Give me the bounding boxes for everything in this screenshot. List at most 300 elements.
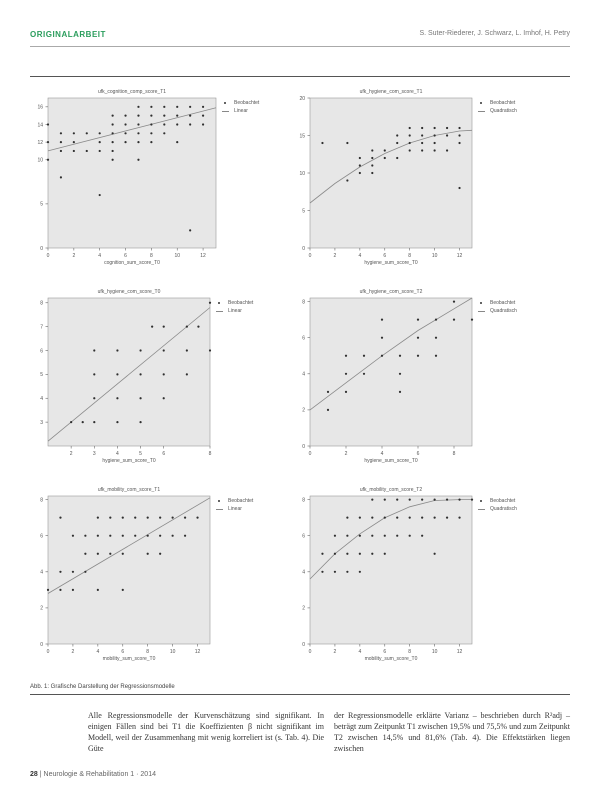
data-point: [97, 589, 99, 591]
data-point: [112, 159, 114, 161]
data-point: [399, 373, 401, 375]
data-point: [396, 535, 398, 537]
y-tick-label: 8: [302, 299, 305, 306]
data-point: [434, 553, 436, 555]
data-point: [409, 134, 411, 136]
body-paragraph-right: der Regressionsmodelle erklärte Varianz – beschrieben durch R²adj – beträgt zum Zeitpunkt T1 zwischen 19,5% und 75,5% und zum Zeitpunkt T2 zwischen 14,5% und 81,6% (Tab. 4). Die Effektstärken liegen zwischen: [334, 711, 570, 753]
data-point: [384, 553, 386, 555]
data-point: [163, 123, 165, 125]
data-point: [371, 499, 373, 501]
panel-title: ufk_mobility_com_score_T1: [97, 487, 161, 493]
panel-title: ufk_cognition_comp_score_T1: [97, 89, 167, 95]
data-point: [417, 355, 419, 357]
x-tick-label: 10: [431, 649, 438, 655]
y-tick-label: 0: [302, 443, 305, 450]
legend-label: Quadratisch: [490, 108, 517, 114]
data-point: [384, 535, 386, 537]
data-point: [359, 164, 361, 166]
data-point: [209, 349, 211, 351]
y-tick-label: 8: [40, 497, 43, 504]
data-point: [137, 159, 139, 161]
data-point: [434, 142, 436, 144]
data-point: [421, 517, 423, 519]
data-point: [453, 319, 455, 321]
x-tick-label: 10: [169, 649, 176, 655]
y-tick-label: 10: [37, 157, 43, 164]
journal-name: | Neurologie & Rehabilitation 1 · 2014: [39, 771, 156, 778]
legend-marker-icon: [480, 302, 482, 304]
x-tick-label: 0: [308, 649, 312, 655]
data-point: [137, 106, 139, 108]
data-point: [163, 397, 165, 399]
x-tick-label: 8: [408, 649, 412, 655]
data-point: [124, 115, 126, 117]
x-tick-label: 8: [452, 451, 456, 457]
data-point: [446, 517, 448, 519]
data-point: [86, 132, 88, 134]
legend-item: [478, 107, 517, 115]
legend: [216, 497, 253, 513]
data-point: [82, 421, 84, 423]
data-point: [446, 149, 448, 151]
x-tick-label: 0: [308, 451, 312, 457]
data-point: [159, 553, 161, 555]
data-point: [139, 349, 141, 351]
legend-item: [478, 497, 517, 505]
data-point: [124, 123, 126, 125]
data-point: [346, 571, 348, 573]
data-point: [150, 106, 152, 108]
data-point: [184, 535, 186, 537]
data-point: [112, 150, 114, 152]
data-point: [47, 589, 49, 591]
data-point: [321, 571, 323, 573]
x-tick-label: 12: [456, 253, 463, 259]
data-point: [371, 164, 373, 166]
y-tick-label: 0: [40, 245, 43, 252]
data-point: [458, 127, 460, 129]
x-tick-label: 8: [208, 451, 212, 457]
data-point: [384, 157, 386, 159]
y-tick-label: 12: [37, 139, 43, 146]
legend-item: [216, 505, 253, 513]
legend-label: Beobachtet: [228, 498, 254, 504]
legend-line-icon: [222, 111, 229, 112]
data-point: [371, 172, 373, 174]
data-point: [137, 115, 139, 117]
legend-marker-icon: [480, 500, 482, 502]
data-point: [458, 142, 460, 144]
x-tick-label: 8: [146, 649, 150, 655]
legend-item: [222, 107, 259, 115]
x-tick-label: 4: [98, 253, 102, 259]
data-point: [150, 141, 152, 143]
data-point: [59, 517, 61, 519]
data-point: [93, 373, 95, 375]
legend-line-icon: [478, 509, 485, 510]
data-point: [60, 141, 62, 143]
data-point: [163, 106, 165, 108]
y-tick-label: 6: [40, 533, 43, 540]
x-tick-label: 8: [408, 253, 412, 259]
y-tick-label: 4: [40, 396, 43, 403]
data-point: [137, 132, 139, 134]
x-axis-label: hygiene_sum_score_T0: [102, 458, 156, 464]
data-point: [384, 499, 386, 501]
legend-line-icon: [478, 311, 485, 312]
data-point: [399, 391, 401, 393]
page-number: 28: [30, 771, 38, 778]
plot-area: [48, 98, 216, 248]
figure-caption: Abb. 1: Grafische Darstellung der Regressionsmodelle: [30, 684, 175, 690]
data-point: [321, 553, 323, 555]
data-point: [159, 535, 161, 537]
data-point: [409, 142, 411, 144]
legend-label: Beobachtet: [490, 100, 516, 106]
data-point: [124, 141, 126, 143]
legend-item: [478, 505, 517, 513]
x-tick-label: 2: [333, 649, 337, 655]
data-point: [334, 553, 336, 555]
data-point: [381, 355, 383, 357]
y-tick-label: 5: [40, 372, 43, 379]
x-tick-label: 4: [96, 649, 100, 655]
data-point: [202, 123, 204, 125]
legend-line-icon: [478, 111, 485, 112]
author-list: S. Suter-Riederer, J. Schwarz, L. Imhof, H. Petry: [419, 30, 570, 37]
data-point: [359, 535, 361, 537]
data-point: [399, 355, 401, 357]
data-point: [189, 123, 191, 125]
data-point: [134, 535, 136, 537]
data-point: [72, 571, 74, 573]
data-point: [209, 302, 211, 304]
y-tick-label: 4: [302, 569, 305, 576]
body-paragraph-left: Alle Regressionsmodelle der Kurvenschätzung sind signifikant. In einigen Fällen sind bei T1 die Koeffizienten β nicht signifikant im Modell, weil der Zusammenhang mit wenig korreliert ist (s. Tab. 4). Die Güte: [88, 711, 324, 753]
x-axis-label: mobility_sum_score_T0: [364, 656, 418, 662]
data-point: [72, 589, 74, 591]
data-point: [434, 127, 436, 129]
data-point: [471, 319, 473, 321]
data-point: [186, 373, 188, 375]
x-tick-label: 0: [46, 253, 50, 259]
data-point: [139, 397, 141, 399]
data-point: [196, 517, 198, 519]
data-point: [346, 179, 348, 181]
data-point: [346, 142, 348, 144]
data-point: [363, 355, 365, 357]
x-tick-label: 2: [71, 649, 75, 655]
data-point: [93, 397, 95, 399]
data-point: [371, 517, 373, 519]
data-point: [446, 127, 448, 129]
data-point: [176, 123, 178, 125]
data-point: [84, 535, 86, 537]
y-tick-label: 0: [302, 641, 305, 648]
data-point: [99, 132, 101, 134]
data-point: [150, 132, 152, 134]
data-point: [396, 157, 398, 159]
x-tick-label: 2: [69, 451, 73, 457]
data-point: [471, 499, 473, 501]
data-point: [446, 134, 448, 136]
data-point: [363, 373, 365, 375]
data-point: [371, 535, 373, 537]
header-rule: [30, 46, 570, 47]
data-point: [60, 150, 62, 152]
y-tick-label: 2: [302, 407, 305, 414]
fit-line: [310, 130, 472, 203]
panel-title: ufk_mobility_com_score_T2: [359, 487, 423, 493]
data-point: [434, 517, 436, 519]
data-point: [359, 571, 361, 573]
legend-item: [216, 497, 253, 505]
data-point: [346, 553, 348, 555]
x-tick-label: 12: [456, 649, 463, 655]
data-point: [70, 421, 72, 423]
plot-area: [310, 298, 472, 446]
data-point: [334, 535, 336, 537]
data-point: [60, 132, 62, 134]
data-point: [189, 229, 191, 231]
data-point: [345, 373, 347, 375]
x-axis-label: hygiene_sum_score_T0: [364, 458, 418, 464]
data-point: [73, 150, 75, 152]
legend-item: [478, 99, 517, 107]
data-point: [124, 132, 126, 134]
data-point: [109, 535, 111, 537]
legend-label: Quadratisch: [490, 506, 517, 512]
panel-title: ufk_hygiene_com_score_T1: [359, 89, 423, 95]
y-tick-label: 4: [302, 371, 305, 378]
x-tick-label: 2: [333, 253, 337, 259]
y-tick-label: 8: [302, 497, 305, 504]
y-tick-label: 20: [299, 95, 305, 102]
x-axis-label: cognition_sum_score_T0: [104, 260, 160, 266]
data-point: [163, 132, 165, 134]
legend: [478, 497, 517, 513]
data-point: [435, 355, 437, 357]
data-point: [186, 326, 188, 328]
data-point: [409, 517, 411, 519]
data-point: [453, 301, 455, 303]
x-tick-label: 0: [46, 649, 50, 655]
x-tick-label: 10: [174, 253, 181, 259]
y-tick-label: 4: [40, 569, 43, 576]
data-point: [116, 349, 118, 351]
y-tick-label: 6: [302, 533, 305, 540]
data-point: [421, 127, 423, 129]
data-point: [417, 337, 419, 339]
y-tick-label: 2: [40, 605, 43, 612]
y-tick-label: 3: [40, 419, 43, 426]
data-point: [99, 141, 101, 143]
data-point: [150, 123, 152, 125]
data-point: [435, 319, 437, 321]
data-point: [109, 553, 111, 555]
legend-item: [478, 299, 517, 307]
legend-item: [478, 307, 517, 315]
legend: [216, 299, 253, 315]
legend-label: Beobachtet: [228, 300, 254, 306]
legend-label: Linear: [228, 506, 242, 512]
data-point: [434, 499, 436, 501]
y-tick-label: 6: [40, 348, 43, 355]
data-point: [197, 326, 199, 328]
data-point: [345, 391, 347, 393]
fit-line: [310, 500, 472, 579]
data-point: [150, 115, 152, 117]
data-point: [409, 149, 411, 151]
fit-line: [310, 298, 472, 410]
x-tick-label: 10: [431, 253, 438, 259]
data-point: [184, 517, 186, 519]
legend-label: Linear: [228, 308, 242, 314]
y-tick-label: 5: [40, 201, 43, 208]
data-point: [421, 134, 423, 136]
x-tick-label: 2: [344, 451, 348, 457]
data-point: [327, 409, 329, 411]
data-point: [176, 115, 178, 117]
data-point: [47, 141, 49, 143]
data-point: [147, 553, 149, 555]
legend-label: Linear: [234, 108, 248, 114]
data-point: [176, 106, 178, 108]
data-point: [137, 123, 139, 125]
data-point: [84, 553, 86, 555]
x-tick-label: 3: [92, 451, 96, 457]
y-tick-label: 5: [302, 208, 305, 215]
plot-area: [48, 298, 210, 446]
data-point: [47, 123, 49, 125]
data-point: [112, 132, 114, 134]
x-axis-label: mobility_sum_score_T0: [102, 656, 156, 662]
data-point: [59, 589, 61, 591]
data-point: [97, 517, 99, 519]
data-point: [421, 142, 423, 144]
data-point: [458, 517, 460, 519]
data-point: [112, 115, 114, 117]
data-point: [163, 349, 165, 351]
data-point: [134, 517, 136, 519]
x-tick-label: 4: [380, 451, 384, 457]
data-point: [381, 319, 383, 321]
data-point: [122, 517, 124, 519]
x-tick-label: 6: [416, 451, 420, 457]
x-tick-label: 12: [194, 649, 201, 655]
data-point: [434, 134, 436, 136]
data-point: [99, 194, 101, 196]
page-footer: [30, 771, 156, 778]
y-tick-label: 0: [40, 641, 43, 648]
data-point: [359, 553, 361, 555]
data-point: [112, 141, 114, 143]
data-point: [381, 337, 383, 339]
data-point: [139, 421, 141, 423]
data-point: [371, 157, 373, 159]
data-point: [202, 106, 204, 108]
data-point: [396, 517, 398, 519]
legend-label: Beobachtet: [490, 498, 516, 504]
data-point: [371, 149, 373, 151]
legend-label: Quadratisch: [490, 308, 517, 314]
data-point: [151, 326, 153, 328]
y-tick-label: 16: [37, 104, 43, 111]
data-point: [321, 142, 323, 144]
data-point: [409, 127, 411, 129]
data-point: [421, 149, 423, 151]
data-point: [421, 535, 423, 537]
data-point: [116, 373, 118, 375]
data-point: [345, 355, 347, 357]
y-tick-label: 7: [40, 324, 43, 331]
data-point: [93, 421, 95, 423]
fit-line: [48, 498, 210, 594]
y-tick-label: 14: [37, 122, 43, 129]
data-point: [189, 106, 191, 108]
data-point: [159, 517, 161, 519]
data-point: [86, 150, 88, 152]
y-tick-label: 10: [299, 170, 305, 177]
data-point: [434, 149, 436, 151]
data-point: [137, 141, 139, 143]
x-tick-label: 8: [149, 253, 153, 259]
data-point: [73, 132, 75, 134]
legend-label: Beobachtet: [234, 100, 260, 106]
legend-label: Beobachtet: [490, 300, 516, 306]
data-point: [384, 517, 386, 519]
x-tick-label: 6: [121, 649, 125, 655]
data-point: [446, 499, 448, 501]
panel-title: ufk_hygiene_com_score_T0: [97, 289, 161, 295]
legend-marker-icon: [480, 102, 482, 104]
fit-line: [48, 308, 210, 442]
y-tick-label: 8: [40, 300, 43, 307]
data-point: [116, 397, 118, 399]
data-point: [122, 589, 124, 591]
data-point: [172, 535, 174, 537]
x-tick-label: 4: [358, 253, 362, 259]
data-point: [458, 187, 460, 189]
legend-item: [216, 299, 253, 307]
x-tick-label: 6: [162, 451, 166, 457]
x-tick-label: 6: [124, 253, 127, 259]
legend: [222, 99, 259, 115]
data-point: [122, 553, 124, 555]
data-point: [359, 157, 361, 159]
data-point: [409, 499, 411, 501]
data-point: [109, 517, 111, 519]
y-tick-label: 2: [302, 605, 305, 612]
data-point: [458, 134, 460, 136]
data-point: [359, 172, 361, 174]
legend: [478, 299, 517, 315]
data-point: [409, 535, 411, 537]
data-point: [359, 517, 361, 519]
data-point: [458, 499, 460, 501]
data-point: [189, 115, 191, 117]
x-axis-label: hygiene_sum_score_T0: [364, 260, 418, 266]
data-point: [59, 571, 61, 573]
x-tick-label: 5: [139, 451, 142, 457]
x-tick-label: 0: [308, 253, 312, 259]
legend: [478, 99, 517, 115]
data-point: [435, 337, 437, 339]
data-point: [327, 391, 329, 393]
data-point: [371, 553, 373, 555]
data-point: [202, 115, 204, 117]
legend-marker-icon: [218, 500, 220, 502]
